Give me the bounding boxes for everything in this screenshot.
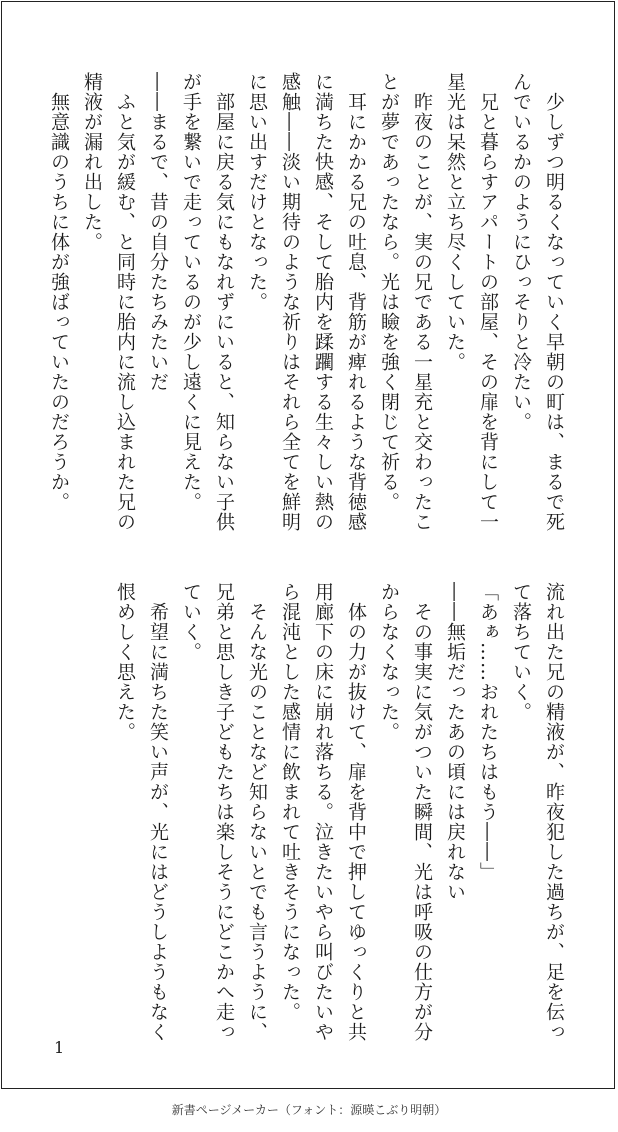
paragraph: 兄と暮らすアパートの部屋、その扉を背にして一星光は呆然と立ち尽くしていた。 <box>444 72 499 532</box>
paragraph: ――無垢だったあの頃には戻れない <box>444 582 466 902</box>
text-block-bottom <box>60 582 570 1042</box>
paragraph: 少しずつ明るくなっていく早朝の町は、まるで死んでいるかのようにひっそりと冷たい。 <box>510 72 565 532</box>
paragraph: 「あぁ……おれたちはもう――」 <box>477 582 499 882</box>
paragraph: 耳にかかる兄の吐息、背筋が痺れるような背徳感に満ちた快感、そして胎内を蹂躙する生々しい熱の感触――淡い期待のような祈りはそれら全てを鮮明に思い出すだけとなった。 <box>246 72 367 532</box>
paragraph: 体の力が抜けて、扉を背中で押してゆっくりと共用廊下の床に崩れ落ちる。泣きたいやら叫びたいやら混沌とした感情に飲まれて吐きそうになった。 <box>279 582 367 1042</box>
paragraph: 昨夜のことが、実の兄である一星充と交わったことが夢であったなら。光は瞼を強く閉じて祈る。 <box>378 72 433 532</box>
footer-credit: 新書ページメーカー（フォント：源暎こぶり明朝） <box>171 1103 447 1117</box>
paragraph: 希望に満ちた笑い声が、光にはどうしようもなく恨めしく思えた。 <box>114 582 169 1042</box>
page-frame <box>1 1 615 1089</box>
text-block-top <box>48 72 570 532</box>
paragraph: そんな光のことなど知らないとでも言うように、兄弟と思しき子どもたちは楽しそうにどこかへ走っていく。 <box>180 582 268 1042</box>
paragraph: その事実に気がついた瞬間、光は呼吸の仕方が分からなくなった。 <box>378 582 433 1042</box>
paragraph: 無意識のうちに体が強ばっていたのだろうか。 <box>48 72 70 512</box>
paragraph: 部屋に戻る気にもなれずにいると、知らない子供が手を繋いで走っているのが少し遠くに見えた。 <box>180 72 235 532</box>
paragraph: 流れ出た兄の精液が、昨夜犯した過ちが、足を伝って落ちていく。 <box>510 582 565 1042</box>
paragraph: ふと気が緩む、と同時に胎内に流し込まれた兄の精液が漏れ出した。 <box>81 72 136 532</box>
page-number: 1 <box>54 1038 65 1057</box>
paragraph: ――まるで、昔の自分たちみたいだ <box>147 72 169 392</box>
